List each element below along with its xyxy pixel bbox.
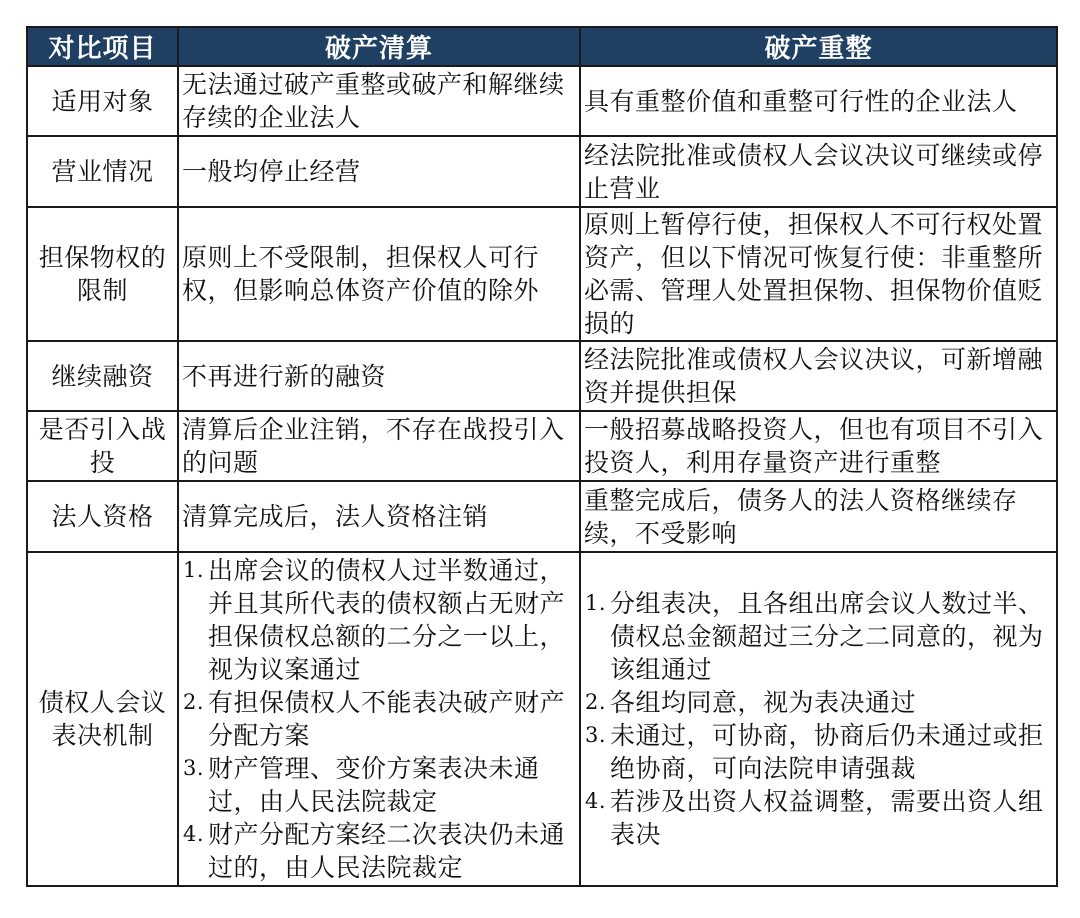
list-item-text: 分组表决，且各组出席会议人数过半、债权总金额超过三分之二同意的，视为该组通过 bbox=[610, 589, 1044, 684]
list-item bbox=[182, 818, 576, 884]
reorganization-legal-person-status: 重整完成后，债务人的法人资格继续存续，不受影响 bbox=[580, 481, 1057, 552]
liquidation-legal-person-status: 清算完成后，法人资格注销 bbox=[178, 481, 580, 552]
list-item bbox=[584, 719, 1053, 785]
table-row bbox=[27, 552, 1057, 886]
table-row bbox=[27, 411, 1057, 481]
reorganization-business-status: 经法院批准或债权人会议决议可继续或停止营业 bbox=[580, 136, 1057, 207]
list-item-number: 2. bbox=[585, 690, 607, 714]
row-label-applicable-subject: 适用对象 bbox=[27, 66, 178, 136]
table-row bbox=[27, 66, 1057, 136]
liquidation-applicable-subject: 无法通过破产重整或破产和解继续存续的企业法人 bbox=[178, 66, 580, 136]
table-header-row bbox=[27, 27, 1057, 66]
reorganization-security-rights-limit: 原则上暂停行使，担保权人不可行权处置资产，但以下情况可恢复行使：非重整所必需、管理人处置担保物、担保物价值贬损的 bbox=[580, 207, 1057, 341]
header-liquidation: 破产清算 bbox=[178, 27, 580, 66]
table-row bbox=[27, 207, 1057, 341]
list-item bbox=[182, 554, 576, 686]
list-item bbox=[584, 587, 1053, 686]
table-row bbox=[27, 136, 1057, 207]
list-item-number: 1. bbox=[585, 591, 607, 615]
reorganization-voting-cell bbox=[580, 552, 1057, 886]
reorganization-continued-financing: 经法院批准或债权人会议决议，可新增融资并提供担保 bbox=[580, 341, 1057, 411]
reorganization-strategic-investor: 一般招募战略投资人，但也有项目不引入投资人，利用存量资产进行重整 bbox=[580, 411, 1057, 481]
list-item-number: 3. bbox=[585, 723, 607, 747]
list-item-number: 2. bbox=[183, 690, 205, 714]
header-comparison-item: 对比项目 bbox=[27, 27, 178, 66]
reorganization-voting-list bbox=[584, 587, 1053, 851]
list-item bbox=[584, 785, 1053, 851]
comparison-table-container bbox=[26, 26, 1056, 887]
liquidation-strategic-investor: 清算后企业注销，不存在战投引入的问题 bbox=[178, 411, 580, 481]
header-reorganization: 破产重整 bbox=[580, 27, 1057, 66]
row-label-security-rights-limit: 担保物权的限制 bbox=[27, 207, 178, 341]
list-item bbox=[584, 686, 1053, 719]
table-row bbox=[27, 341, 1057, 411]
row-label-creditor-voting: 债权人会议表决机制 bbox=[27, 552, 178, 886]
liquidation-business-status: 一般均停止经营 bbox=[178, 136, 580, 207]
reorganization-applicable-subject: 具有重整价值和重整可行性的企业法人 bbox=[580, 66, 1057, 136]
row-label-continued-financing: 继续融资 bbox=[27, 341, 178, 411]
list-item-text: 若涉及出资人权益调整，需要出资人组表决 bbox=[610, 787, 1044, 849]
liquidation-voting-list bbox=[182, 554, 576, 884]
comparison-table bbox=[26, 26, 1058, 887]
list-item-number: 4. bbox=[183, 822, 205, 846]
row-label-strategic-investor: 是否引入战投 bbox=[27, 411, 178, 481]
list-item-text: 各组均同意，视为表决通过 bbox=[610, 688, 917, 717]
list-item-text: 出席会议的债权人过半数通过，并且其所代表的债权额占无财产担保债权总额的二分之一以上，视为议案通过 bbox=[208, 556, 566, 684]
list-item-number: 1. bbox=[183, 558, 205, 582]
list-item-number: 3. bbox=[183, 756, 205, 780]
list-item-text: 财产管理、变价方案表决未通过，由人民法院裁定 bbox=[208, 754, 540, 816]
liquidation-voting-cell bbox=[178, 552, 580, 886]
table-row bbox=[27, 481, 1057, 552]
list-item-number: 4. bbox=[585, 789, 607, 813]
liquidation-continued-financing: 不再进行新的融资 bbox=[178, 341, 580, 411]
list-item-text: 财产分配方案经二次表决仍未通过的，由人民法院裁定 bbox=[208, 820, 566, 882]
list-item-text: 有担保债权人不能表决破产财产分配方案 bbox=[208, 688, 566, 750]
row-label-legal-person-status: 法人资格 bbox=[27, 481, 178, 552]
list-item bbox=[182, 752, 576, 818]
liquidation-security-rights-limit: 原则上不受限制，担保权人可行权，但影响总体资产价值的除外 bbox=[178, 207, 580, 341]
row-label-business-status: 营业情况 bbox=[27, 136, 178, 207]
list-item bbox=[182, 686, 576, 752]
list-item-text: 未通过，可协商，协商后仍未通过或拒绝协商，可向法院申请强裁 bbox=[610, 721, 1044, 783]
